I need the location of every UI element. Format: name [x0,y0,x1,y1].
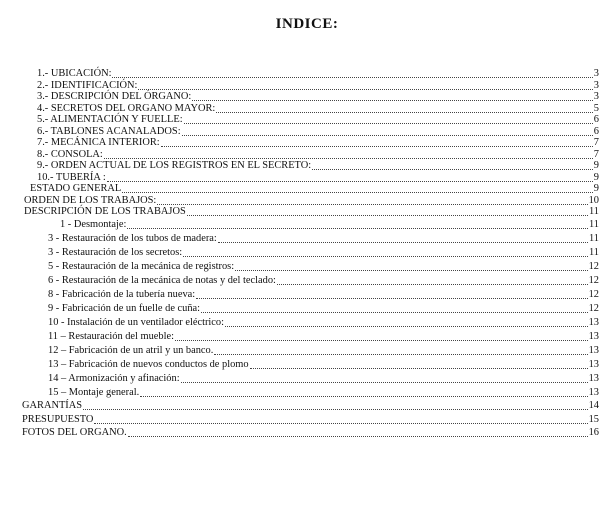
toc-entry [48,373,599,385]
toc-entry-page: 16 [588,427,599,438]
toc-entry-page: 9 [593,171,599,183]
toc-entry [37,103,599,115]
toc-entry [22,414,599,426]
toc-entry [22,427,599,439]
toc-entry-page: 13 [588,387,599,398]
toc-entry [48,359,599,371]
toc-entry-page: 10 [588,194,599,206]
toc-entry [48,275,599,287]
toc-entry [37,149,599,161]
toc-entry-label: 10.- TUBERÍA : [37,171,106,183]
toc-entry-label: 9.- ORDEN ACTUAL DE LOS REGISTROS EN EL SECRETO: [37,160,312,171]
toc-entry [37,80,599,92]
leader-dots [161,137,593,147]
toc-entry-label: GARANTÍAS [22,400,83,411]
toc-entry-label: 6 - Restauración de la mecánica de notas y del teclado: [48,275,276,286]
toc-entry-label: ORDEN DE LOS TRABAJOS: [24,194,157,206]
leader-dots [250,359,588,369]
leader-dots [184,114,593,124]
toc-entry-page: 6 [593,125,599,137]
leader-dots [225,317,588,327]
toc-entry-page: 12 [588,275,599,286]
leader-dots [277,275,588,285]
toc-entry-label: 10 - Instalación de un ventilador eléctrico: [48,317,224,328]
leader-dots [196,289,587,299]
toc-entry-page: 11 [588,219,599,230]
toc-entry-page: 12 [588,303,599,314]
leader-dots [107,172,593,182]
toc-entry-page: 12 [588,289,599,300]
toc-entry [37,172,599,184]
toc-entry [37,68,599,80]
toc-entry-label: 1.- UBICACIÓN: [37,68,112,79]
leader-dots [192,91,592,101]
toc-entry-page: 13 [588,359,599,370]
toc-entry-label: 15 – Montaje general. [48,387,140,398]
toc-entry-label: 3 - Restauración de los secretos: [48,247,183,258]
toc-entry-page: 5 [593,102,599,114]
leader-dots [182,126,593,136]
toc-entry [37,114,599,126]
toc-entry [24,206,599,218]
toc-entry-page: 3 [593,91,599,102]
toc-entry-page: 3 [593,68,599,79]
toc-entry-page: 13 [588,331,599,342]
toc-entry-page: 11 [588,206,599,217]
leader-dots [183,247,588,257]
toc-entry [48,345,599,357]
toc-entry-page: 7 [593,148,599,160]
leader-dots [140,387,587,397]
toc-entry-label: 14 – Armonización y afinación: [48,373,180,384]
leader-dots [201,303,588,313]
toc-entry [48,387,599,399]
toc-entry-page: 6 [593,114,599,125]
toc-entry-label: 7.- MECÁNICA INTERIOR: [37,137,160,148]
leader-dots [218,233,588,243]
toc-entry-label: 2.- IDENTIFICACIÓN: [37,79,138,91]
leader-dots [104,149,593,159]
toc-entry [48,261,599,273]
toc-entry-page: 15 [588,414,599,425]
toc-entry-page: 12 [588,261,599,272]
toc-entry-page: 13 [588,345,599,356]
toc-entry-label: 5.- ALIMENTACIÓN Y FUELLE: [37,114,183,125]
leader-dots [112,68,592,78]
toc-entry-label: 8 - Fabricación de la tubería nueva: [48,289,196,300]
leader-dots [94,414,587,424]
toc-entry [48,247,599,259]
leader-dots [214,345,587,355]
toc-entry [24,195,599,207]
toc-entry-label: FOTOS DEL ORGANO. [22,427,127,438]
toc-entry-page: 11 [588,247,599,258]
toc-entry [48,233,599,245]
toc-entry [22,400,599,412]
toc-entry [48,289,599,301]
toc-entry-label: 5 - Restauración de la mecánica de registros: [48,261,235,272]
toc-entry-label: 4.- SECRETOS DEL ORGANO MAYOR: [37,102,216,114]
leader-dots [157,195,587,205]
toc-entry-page: 3 [593,79,599,91]
leader-dots [312,160,593,170]
toc-entry [48,317,599,329]
toc-entry [30,183,599,195]
leader-dots [128,427,588,437]
toc-entry-label: 13 – Fabricación de nuevos conductos de plomo [48,359,249,370]
leader-dots [187,206,588,216]
toc-entry-label: 1 - Desmontaje: [60,219,127,230]
toc-entry-page: 13 [588,373,599,384]
toc-entry [37,137,599,149]
toc-entry [48,331,599,343]
toc-entry [37,126,599,138]
leader-dots [181,373,588,383]
toc-entry-page: 9 [593,160,599,171]
toc-entry-label: 11 – Restauración del mueble: [48,331,174,342]
toc-entry-page: 14 [588,400,599,411]
toc-entry-label: 3 - Restauración de los tubos de madera: [48,233,217,244]
toc-entry-label: 9 - Fabricación de un fuelle de cuña: [48,303,201,314]
leader-dots [235,261,588,271]
toc-entry-label: ESTADO GENERAL [30,183,122,194]
leader-dots [216,103,593,113]
leader-dots [175,331,588,341]
toc-entry-page: 13 [588,317,599,328]
toc-entry-label: 3.- DESCRIPCIÓN DEL ÓRGANO: [37,91,192,102]
toc-entry-label: 8.- CONSOLA: [37,148,103,160]
toc-entry-label: PRESUPUESTO [22,414,94,425]
toc-entry-label: DESCRIPCIÓN DE LOS TRABAJOS [24,206,186,217]
toc-entry [37,160,599,172]
toc-entry-label: 12 – Fabricación de un atril y un banco. [48,345,214,356]
toc-entry-page: 7 [593,137,599,148]
toc-entry [60,219,599,231]
toc-entry-page: 11 [588,233,599,244]
leader-dots [127,219,588,229]
leader-dots [122,183,593,193]
leader-dots [138,80,592,90]
page-title: INDICE: [275,16,339,32]
toc-entry [48,303,599,315]
toc-entry-label: 6.- TABLONES ACANALADOS: [37,125,181,137]
toc-entry [37,91,599,103]
leader-dots [83,400,588,410]
toc-entry-page: 9 [593,183,599,194]
